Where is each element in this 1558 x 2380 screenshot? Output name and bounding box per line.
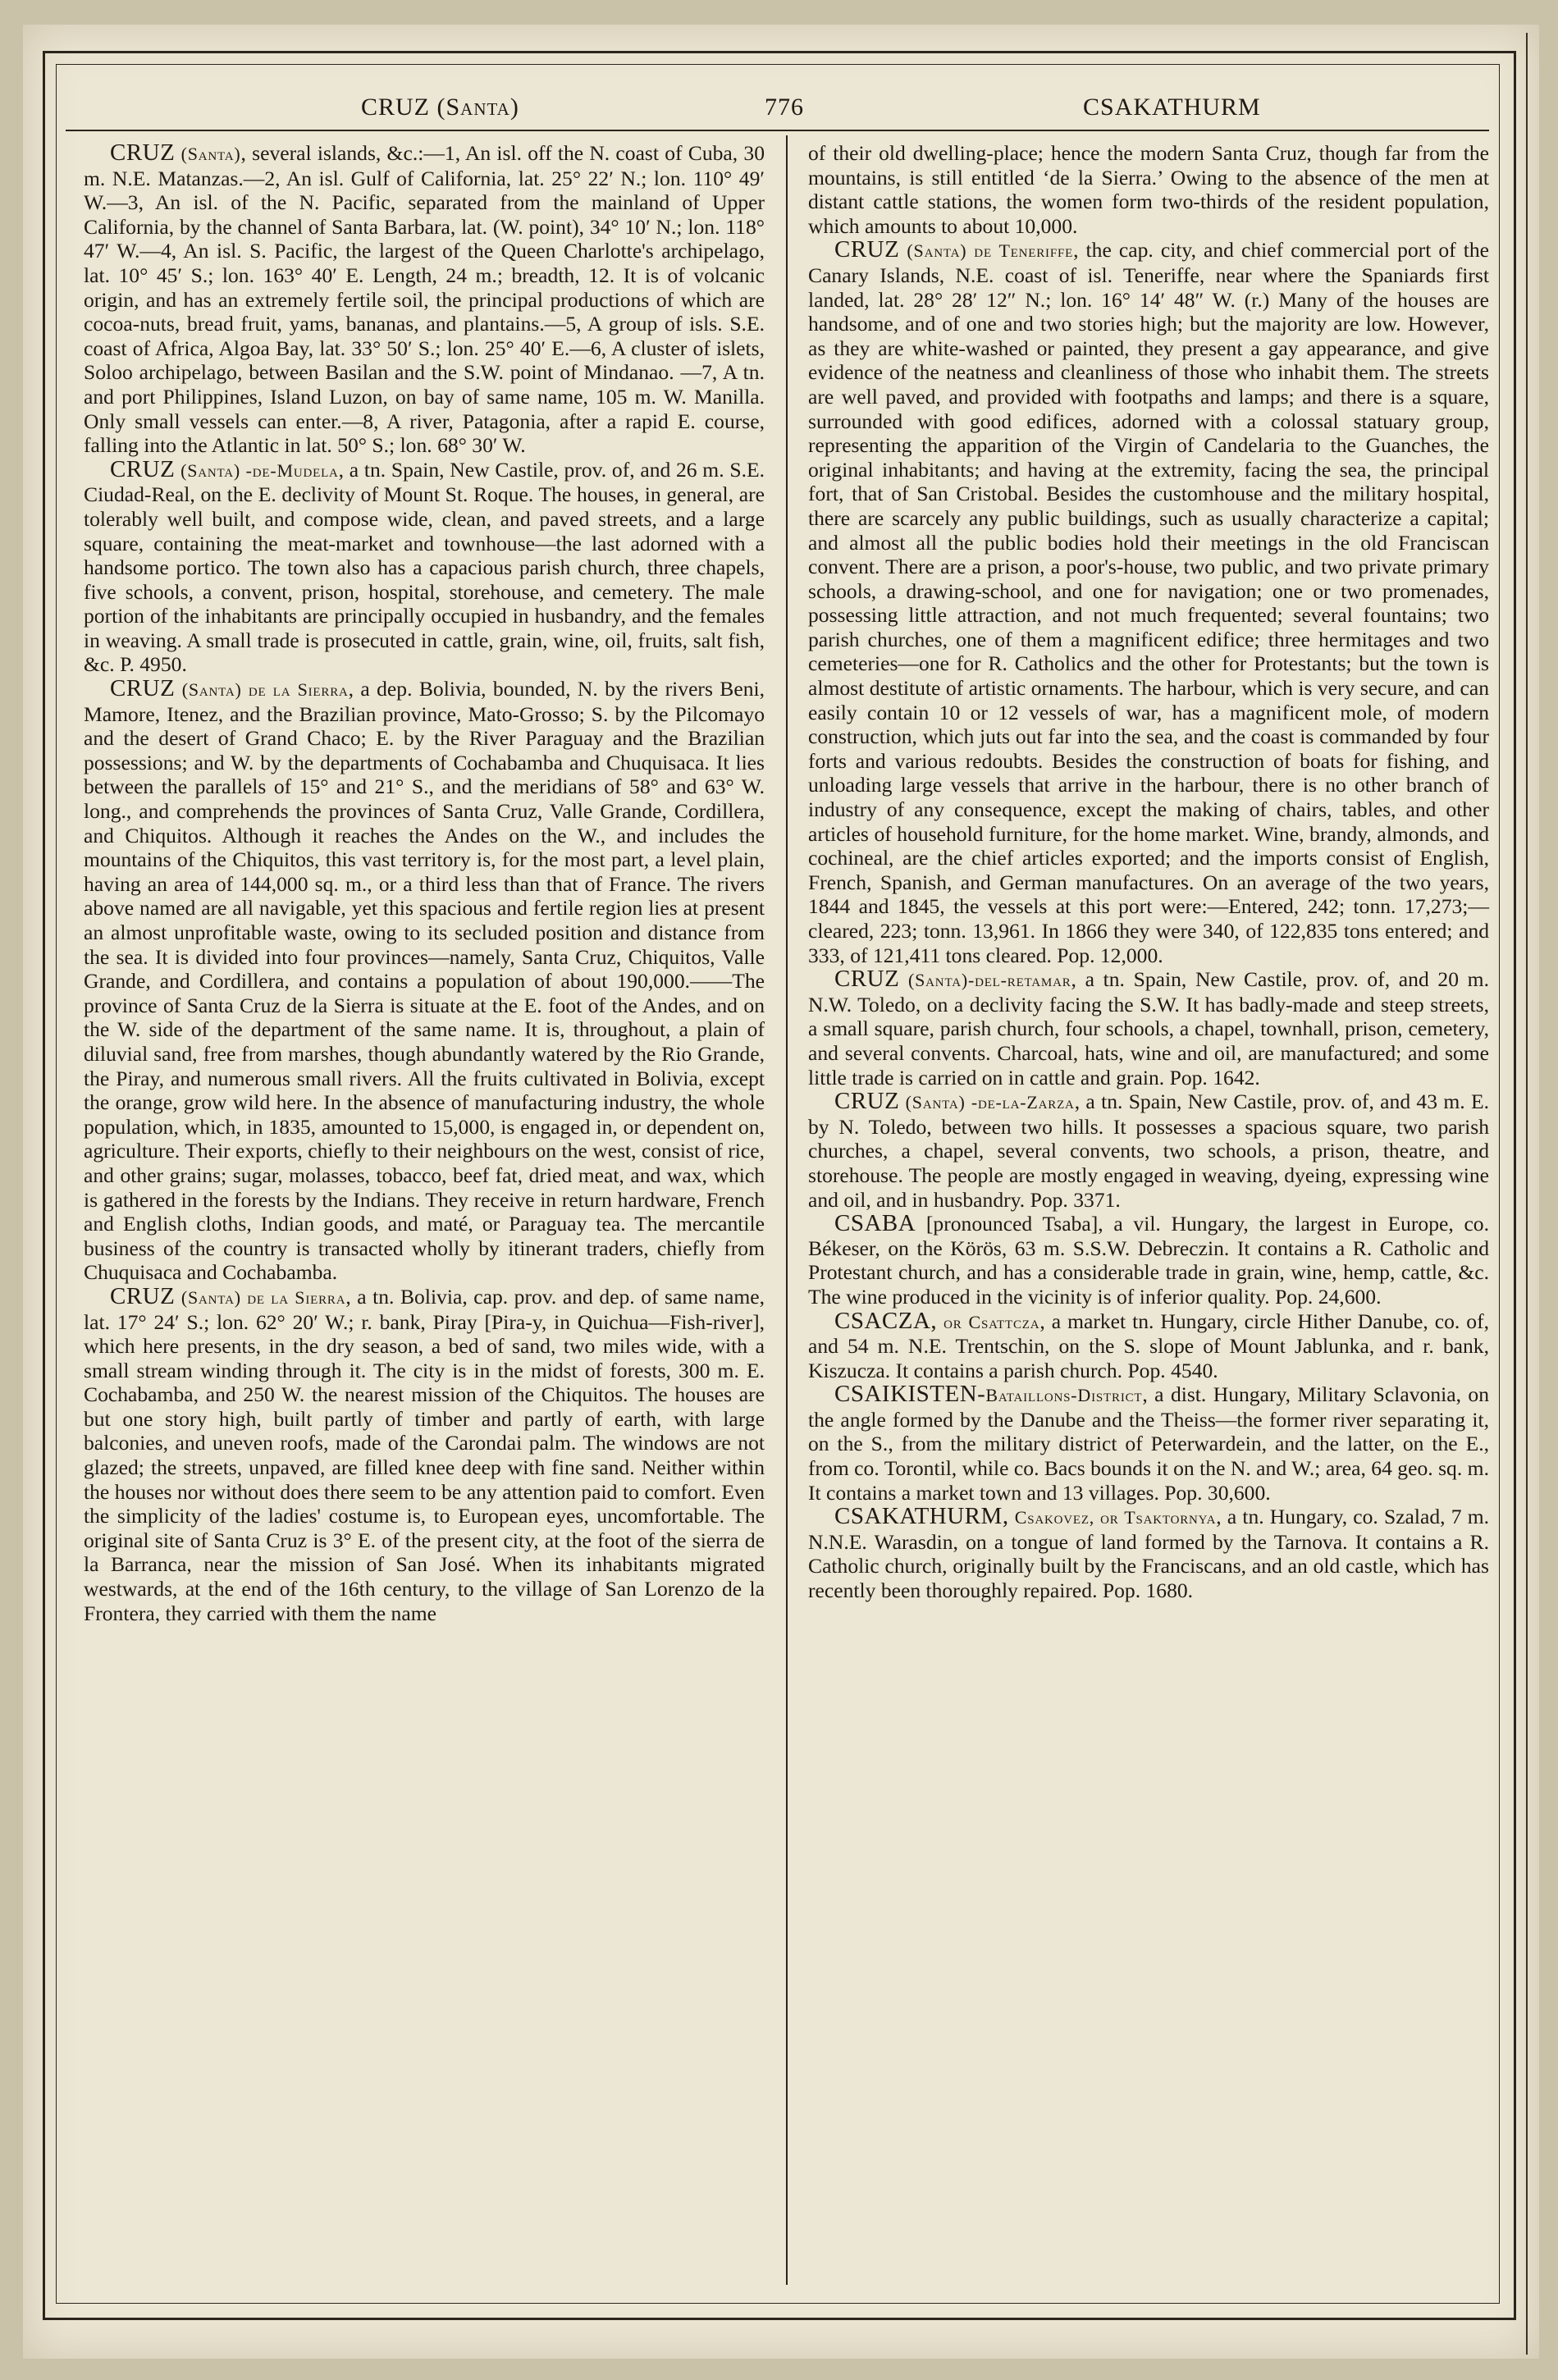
entry-text: , the cap. city, and chief commercial port of the Canary Islands, N.E. coast of isl. Teneriffe, near where the Spaniards first landed, lat. 28° 28′ 12″ N.; lon. 16° 14′ 48″ W. (r.) Many of the houses are handsome, and of one and two stories high; but the majority are low. However, as they are white-washed or painted, they present a gay appearance, and give evidence of the neatness and cleanliness of those who inhabit them. The streets are well paved, and provided with footpaths and lamps; and there is a square, surrounded with good edifices, adorned with a colossal statuary group, representing the apparition of the Virgin of Candelaria to the Guanches, the original inhabitants; and having at the extremity, facing the sea, the principal fort, that of San Cristobal. Besides the customhouse and the military hospital, there are scarcely any public buildings, such as usually characterize a capital; and almost all the public bodies hold their meetings in the old Franciscan convent. There are a prison, a poor's-house, two public, and two private primary schools, a drawing-school, and one for navigation; one or two promenades, possessing little attraction, and not much frequented; several fountains; two parish churches, one of them a magnificent edifice; three hermitages and two cemeteries—one for R. Catholics and the other for Protestants; but the town is almost destitute of artistic ornaments. The harbour, which is very secure, and can easily contain 10 or 12 vessels of war, has a magnificent mole, of modern construction, which juts out far into the sea, and the coast is commanded by four forts and various redoubts. Besides the construction of boats for fishing, and unloading large vessels that arrive in the harbour, there is no other branch of industry of any consequence, except the making of chairs, tables, and other articles of household furniture, for the home market. Wine, brandy, almonds, and cochineal, are the chief articles exported; and the imports consist of English, French, Spanish, and German manufactures. On an average of the two years, 1844 and 1845, the vessels at this port were:—Entered, 242; tonn. 17,273;—cleared, 223; tonn. 13,961. In 1866 they were 340, of 122,835 tons entered; and 333, of 121,411 tons cleared. Pop. 12,000. xyxy=(808,238,1489,967)
entry-text: [pronounced Tsaba], a vil. Hungary, the largest in Europe, co. Békeser, on the Körös, 63 m. S.S.W. Debreczin. It contains a R. Catholic and Protestant church, and has a considerable trade in grain, wine, hemp, cattle, &c. The wine produced in the vicinity is of inferior quality. Pop. 24,600. xyxy=(808,1212,1489,1309)
entry-headword: CRUZ xyxy=(834,236,900,263)
entry-text: , a tn. Spain, New Castile, prov. of, and 26 m. S.E. Ciudad-Real, on the E. declivity of Mount St. Roque. The houses, in general, are tolerably well built, and compose wide, clean, and paved streets, and a large square, containing the meat-market and townhouse—the last adorned with a handsome portico. The town also has a capacious parish church, three chapels, five schools, a convent, prison, hospital, storehouse, and cemetery. The male portion of the inhabitants are principally occupied in husbandry, and the females in weaving. A small trade is prosecuted in cattle, grain, wine, oil, fruits, salt fish, &c. P. 4950. xyxy=(84,457,765,677)
entry-text: , a tn. Spain, New Castile, prov. of, and 20 m. N.W. Toledo, on a declivity facing the S.W. It has badly-made and steep streets, a small square, parish church, four schools, a chapel, townhall, prison, cemetery, and several convents. Charcoal, hats, wine and oil, are manufactured; and some little trade is carried on in cattle and grain. Pop. 1642. xyxy=(808,967,1489,1090)
entry-text: , a dist. Hungary, Military Sclavonia, on the angle formed by the Danube and the Theiss—the former river separating it, on the S., from the military district of Peterwardein, and the latter, on the E., from co. Torontil, while co. Bacs bounds it on the N. and W.; area, 64 geo. sq. m. It contains a market town and 13 villages. Pop. 30,600. xyxy=(808,1382,1489,1505)
entry-headword: CRUZ xyxy=(834,1088,900,1115)
entry-subhead: (Santa) -de-Mudela xyxy=(180,459,339,481)
entry-text: , a tn. Hungary, co. Szalad, 7 m. N.N.E. Warasdin, on a tongue of land formed by the Tarnova. It contains a R. Catholic church, originally built by the Franciscans, and an old castle, which has recently been thoroughly repaired. Pop. 1680. xyxy=(808,1505,1489,1603)
gazetteer-entry xyxy=(84,455,765,677)
column-divider xyxy=(786,135,788,2285)
entry-text: , a tn. Bolivia, cap. prov. and dep. of same name, lat. 17° 24′ S.; lon. 62° 20′ W.; r. bank, Piray [Pira-y, in Quichua—Fish-river], which here presents, in the dry season, a bed of sand, two miles wide, with a small stream winding through it. The city is in the midst of forests, 300 m. E. Cochabamba, and 250 W. the nearest mission of the Chiquitos. The houses are but one story high, built partly of timber and partly of earth, with large balconies, and uneven roofs, made of the Carondai palm. The windows are not glazed; the streets, unpaved, are filled knee deep with fine sand. Neither within the houses nor without does there seem to be any attention paid to comfort. Even the simplicity of the ladies' costume is, to European eyes, uncomfortable. The original site of Santa Cruz is 3° E. of the present city, at the foot of the sierra de la Barranca, near the mission of San José. When its inhabitants migrated westwards, at the end of the 16th century, to the village of San Lorenzo de la Frontera, they carried with them the name xyxy=(84,1284,765,1625)
entry-headword: CSAKATHURM, xyxy=(834,1503,1009,1530)
entry-headword: CRUZ xyxy=(110,1282,176,1309)
gazetteer-entry xyxy=(808,1212,1489,1309)
page-edge xyxy=(1526,33,1528,2355)
gazetteer-entry xyxy=(84,677,765,1285)
entry-headword: CSAIKISTEN- xyxy=(834,1381,986,1408)
header-left-guide-word: CRUZ (Santa) xyxy=(361,94,519,121)
gazetteer-entry xyxy=(84,141,765,458)
entry-headword: CSACZA, xyxy=(834,1307,938,1334)
entry-subhead: (Santa)-del-retamar xyxy=(908,970,1071,991)
entry-text: , a dep. Bolivia, bounded, N. by the rivers Beni, Mamore, Itenez, and the Brazilian province, Mato-Grosso; S. by the Pilcomayo and the desert of Grand Chaco; E. by the River Paraguay and the Brazilian possessions; and W. by the departments of Cochabamba and Chuquisaca. It lies between the parallels of 15° and 21° S., and the meridians of 58° and 63° W. long., and comprehends the provinces of Santa Cruz, Valle Grande, Cordillera, and Chiquitos. Although it reaches the Andes on the W., and includes the mountains of the Chiquitos, this vast territory is, for the most part, a level plain, having an area of 144,000 sq. m., or a third less than that of France. The rivers above named are all navigable, yet this spacious and fertile region lies at present an almost unprofitable waste, owing to its secluded position and distance from the sea. It is divided into four provinces—namely, Santa Cruz, Chiquitos, Valle Grande, and Cordillera, and contains a population of about 190,000.——The province of Santa Cruz de la Sierra is situate at the E. foot of the Andes, and on the W. side of the department of the same name. It is, throughout, a plain of diluvial sand, free from marshes, though abundantly watered by the Rio Grande, the Piray, and numerous small rivers. All the fruits cultivated in Bolivia, except the orange, grow wild here. In the absence of manufacturing industry, the whole population, which, in 1835, amounted to 15,000, is engaged in, or dependent on, agriculture. Their exports, chiefly to their neighbours on the west, consist of rice, and other grains; sugar, molasses, tobacco, beef fat, dried meat, and wax, which is gathered in the forests by the Indians. They receive in return hardware, French and English cloths, Indian goods, and maté, or Paraguay tea. The mercantile business of the country is transacted wholly by itinerant traders, chiefly from Chuquisaca and Cochabamba. xyxy=(84,677,765,1285)
entry-headword: CRUZ xyxy=(110,455,176,482)
page-number: 776 xyxy=(765,94,804,121)
entry-subhead: Bataillons-District xyxy=(985,1385,1143,1406)
entry-text: , a tn. Spain, New Castile, prov. of, and 43 m. E. by N. Toledo, between two hills. It possesses a spacious square, two parish churches, a chapel, several convents, two schools, a prison, theatre, and storehouse. The people are mostly engaged in weaving, dyeing, expressing wine and oil, and in husbandry. Pop. 3371. xyxy=(808,1090,1489,1212)
gazetteer-entry xyxy=(808,238,1489,967)
entry-subhead: (Santa) de Teneriffe xyxy=(907,240,1074,262)
running-header xyxy=(66,89,1489,131)
gazetteer-entry xyxy=(808,1382,1489,1505)
header-right-guide-word: CSAKATHURM xyxy=(1083,94,1261,121)
entry-headword: CRUZ xyxy=(110,675,176,702)
entry-subhead: (Santa) de la Sierra xyxy=(180,1286,346,1308)
entry-headword: CSABA xyxy=(834,1210,916,1237)
gazetteer-entry xyxy=(808,1090,1489,1212)
entry-continuation: of their old dwelling-place; hence the modern Santa Cruz, though far from the mountains, is still entitled ‘de la Sierra.’ Owing to the absence of the men at distant cattle stations, the women form two-thirds of the resident population, which amounts to about 10,000. xyxy=(808,141,1489,238)
entry-subhead: Csakovez, or Tsaktornya xyxy=(1014,1507,1217,1528)
entry-subhead: or Csattcza xyxy=(943,1311,1040,1332)
entry-headword: CRUZ xyxy=(110,139,176,166)
gazetteer-entry xyxy=(84,1282,765,1625)
entry-subhead: (Santa) -de-la-Zarza xyxy=(905,1092,1075,1113)
entry-subhead: (Santa) de la Sierra xyxy=(181,679,349,701)
left-column xyxy=(84,141,765,2282)
gazetteer-entry xyxy=(808,1505,1489,1602)
gazetteer-entry xyxy=(808,967,1489,1090)
entry-text: , a market tn. Hungary, circle Hither Danube, co. of, and 54 m. N.E. Trentschin, on the S. slope of Mount Jablunka, and r. bank, Kiszucza. It contains a parish church. Pop. 4540. xyxy=(808,1309,1489,1382)
entry-text: , several islands, &c.:—1, An isl. off the N. coast of Cuba, 30 m. N.E. Matanzas.—2, An isl. Gulf of California, lat. 25° 22′ N.; lon. 110° 49′ W.—3, An isl. of the N. Pacific, separated from the mainland of Upper California, by the channel of Santa Barbara, lat. (W. point), 34° 10′ N.; lon. 118° 47′ W.—4, An isl. S. Pacific, the largest of the Queen Charlotte's archipelago, lat. 10° 45′ S.; lon. 163° 40′ E. Length, 24 m.; breadth, 12. It is of volcanic origin, and has an extremely fertile soil, the principal productions of which are cocoa-nuts, bread fruit, yams, bananas, and plantains.—5, A group of isls. S.E. coast of Africa, Algoa Bay, lat. 33° 50′ S.; lon. 25° 40′ E.—6, A cluster of islets, Soloo archipelago, between Basilan and the S.W. point of Mindanao. —7, A tn. and port Philippines, Island Luzon, on bay of same name, 105 m. W. Manilla. Only small vessels can enter.—8, A river, Patagonia, after a rapid E. course, falling into the Atlantic in lat. 50° S.; lon. 68° 30′ W. xyxy=(84,141,765,458)
entry-subhead: (Santa) xyxy=(180,144,241,164)
entry-headword: CRUZ xyxy=(834,966,900,993)
gazetteer-entry xyxy=(808,1309,1489,1383)
right-column xyxy=(808,141,1489,2282)
